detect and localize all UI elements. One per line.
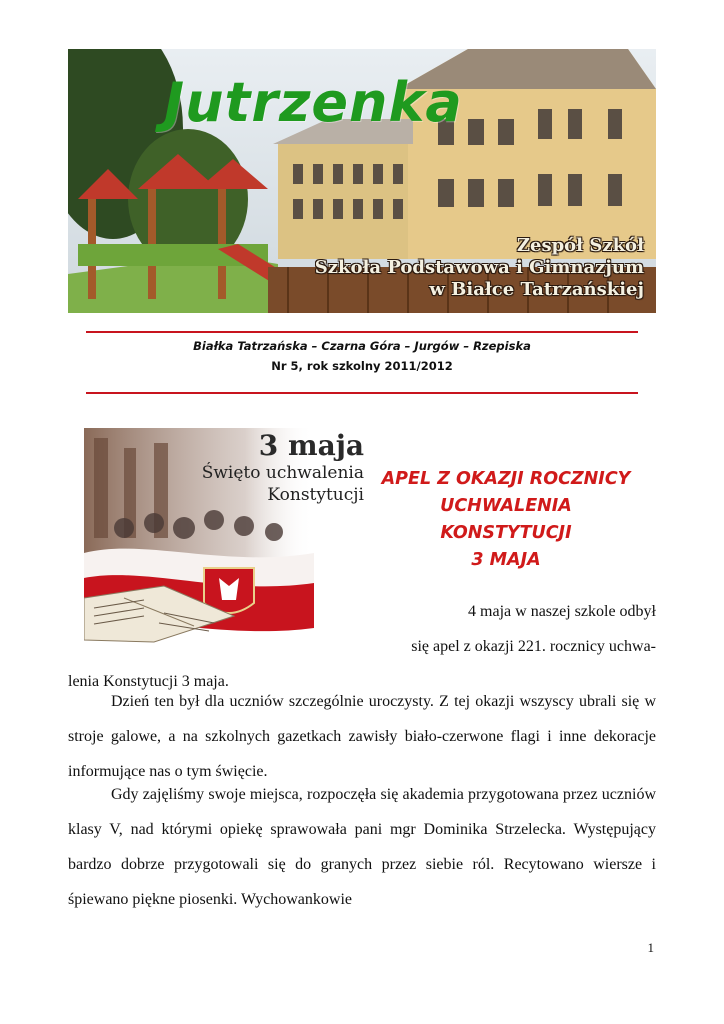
header-bottom-rule [86, 392, 638, 394]
paragraph-3 [68, 777, 656, 917]
poster-title-line-2: Święto uchwalenia [201, 463, 364, 483]
poster-title-line-3: Konstytucji [267, 485, 364, 505]
article-headline [368, 466, 644, 574]
constitution-poster [84, 428, 366, 644]
school-name-line-3: w Białce Tatrzańskiej [429, 279, 644, 300]
school-name-line-2: Szkoła Podstawowa i Gimnazjum [314, 257, 644, 278]
poster-title [202, 430, 364, 506]
paragraph-1-line-3: lenia Konstytucji 3 maja. [68, 673, 229, 690]
headline-line-4: 3 MAJA [471, 550, 541, 570]
header-locations [86, 339, 638, 353]
header-issue: Nr 5, rok szkolny 2011/2012 [271, 359, 453, 373]
masthead-banner [68, 49, 656, 313]
poster-title-date: 3 maja [258, 429, 364, 462]
paragraph-2 [68, 684, 656, 789]
locations-text: Białka Tatrzańska – Czarna Góra – Jurgów – Rzepiska [193, 339, 531, 353]
page-number: 1 [647, 940, 654, 955]
headline-line-3: KONSTYTUCJI [440, 523, 572, 543]
paragraph-1-line-1: 4 maja w naszej szkole odbył [468, 603, 656, 620]
headline-line-2: UCHWALENIA [440, 496, 572, 516]
paragraph-2-text: Dzień ten był dla uczniów szczególnie uroczysty. Z tej okazji wszyscy ubrali się w stroje galowe, a na szkolnych gazetkach zawisły biało-czerwone flagi i inne dekoracje informujące nas o tym święcie. [68, 693, 656, 780]
magazine-title: Jutrzenka [164, 71, 463, 134]
paragraph-1-line-2: się apel z okazji 221. rocznicy uchwa- [411, 638, 656, 655]
headline-line-1: APEL Z OKAZJI ROCZNICY [381, 469, 631, 489]
paragraph-3-text: Gdy zajęliśmy swoje miejsca, rozpoczęła się akademia przygotowana przez uczniów klasy V, nad którymi opiekę sprawowała pani mgr Dominika Strzelecka. Występujący bardzo dobrze przygotowali się do granych przez siebie ról. Recytowano wiersze i śpiewano piękne piosenki. Wychowankowie [68, 786, 656, 908]
header-top-rule [86, 331, 638, 333]
school-name-line-1: Zespół Szkół [516, 235, 644, 256]
school-name [284, 235, 644, 301]
